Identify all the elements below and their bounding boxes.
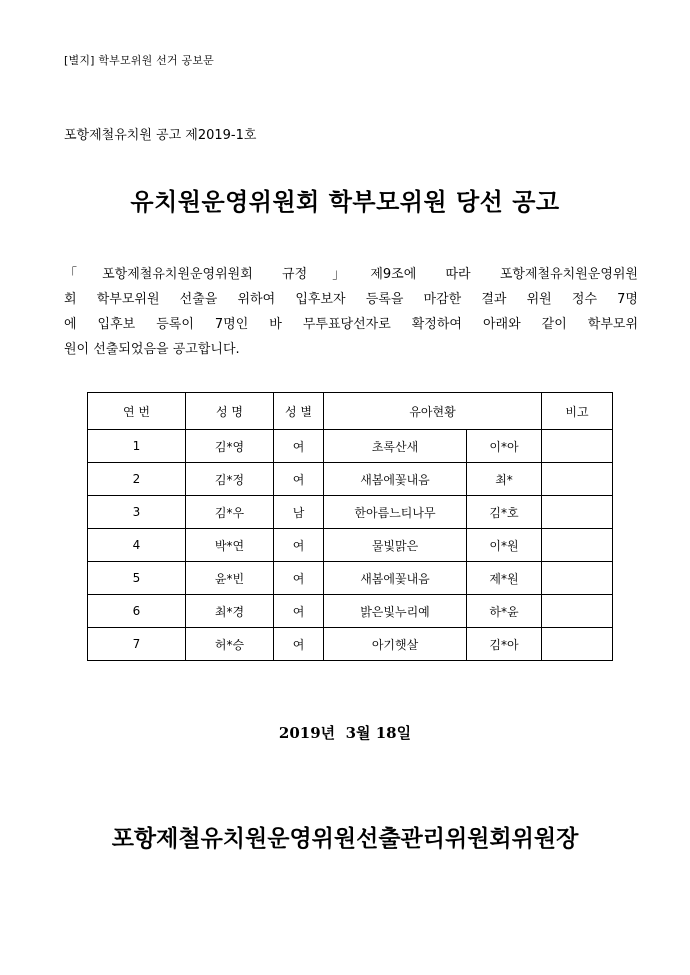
cell-name: 김*우 [186, 496, 274, 529]
cell-child: 이*아 [467, 430, 542, 463]
notice-body-line: 회 학부모위원 선출을 위하여 입후보자 등록을 마감한 결과 위원 정수 7명 [64, 292, 638, 307]
cell-number: 6 [88, 595, 186, 628]
cell-remarks [542, 529, 613, 562]
notice-body-line: 원이 선출되었음을 공고합니다. [64, 342, 240, 357]
header-number: 연 번 [88, 393, 186, 430]
cell-child: 김*아 [467, 628, 542, 661]
table-row [88, 496, 613, 529]
cell-remarks [542, 430, 613, 463]
cell-class: 물빛맑은 [324, 529, 467, 562]
cell-child: 이*원 [467, 529, 542, 562]
cell-gender: 여 [274, 562, 324, 595]
table-row [88, 463, 613, 496]
cell-class: 밝은빛누리예 [324, 595, 467, 628]
cell-number: 5 [88, 562, 186, 595]
table-row [88, 562, 613, 595]
cell-remarks [542, 562, 613, 595]
cell-remarks [542, 496, 613, 529]
cell-number: 2 [88, 463, 186, 496]
cell-name: 윤*빈 [186, 562, 274, 595]
cell-name: 김*영 [186, 430, 274, 463]
cell-class: 새봄에꽃내음 [324, 463, 467, 496]
notice-body-line: 에 입후보 등록이 7명인 바 무투표당선자로 확정하여 아래와 같이 학부모위 [64, 317, 638, 332]
cell-gender: 여 [274, 430, 324, 463]
cell-class: 초록산새 [324, 430, 467, 463]
attachment-label: [별지] 학부모위원 선거 공보문 [64, 54, 214, 67]
cell-name: 박*연 [186, 529, 274, 562]
cell-class: 아기햇살 [324, 628, 467, 661]
cell-child: 하*윤 [467, 595, 542, 628]
header-gender: 성 별 [274, 393, 324, 430]
cell-number: 1 [88, 430, 186, 463]
cell-remarks [542, 463, 613, 496]
cell-child: 최* [467, 463, 542, 496]
cell-number: 4 [88, 529, 186, 562]
cell-gender: 남 [274, 496, 324, 529]
table-row [88, 430, 613, 463]
cell-child: 제*원 [467, 562, 542, 595]
signer-title: 포항제철유치원운영위원선출관리위원회위원장 [111, 826, 579, 852]
cell-name: 김*정 [186, 463, 274, 496]
notice-number: 포항제철유치원 공고 제2019-1호 [64, 128, 257, 143]
cell-gender: 여 [274, 463, 324, 496]
cell-name: 허*승 [186, 628, 274, 661]
cell-remarks [542, 595, 613, 628]
header-child-status: 유아현황 [324, 393, 542, 430]
table-row [88, 529, 613, 562]
table-header-row [88, 393, 613, 430]
announcement-date: 2019년 3월 18일 [278, 724, 412, 742]
table-row [88, 595, 613, 628]
cell-class: 한아름느티나무 [324, 496, 467, 529]
page-title: 유치원운영위원회 학부모위원 당선 공고 [130, 188, 560, 216]
member-table [87, 392, 613, 661]
cell-gender: 여 [274, 595, 324, 628]
cell-gender: 여 [274, 628, 324, 661]
table-row [88, 628, 613, 661]
notice-body [64, 262, 638, 362]
cell-name: 최*경 [186, 595, 274, 628]
cell-number: 3 [88, 496, 186, 529]
cell-remarks [542, 628, 613, 661]
cell-number: 7 [88, 628, 186, 661]
cell-child: 김*호 [467, 496, 542, 529]
header-remarks: 비고 [542, 393, 613, 430]
cell-gender: 여 [274, 529, 324, 562]
cell-class: 새봄에꽃내음 [324, 562, 467, 595]
header-name: 성 명 [186, 393, 274, 430]
notice-body-line: 「포항제철유치원운영위원회 규정」제9조에 따라 포항제철유치원운영위원 [64, 267, 638, 282]
